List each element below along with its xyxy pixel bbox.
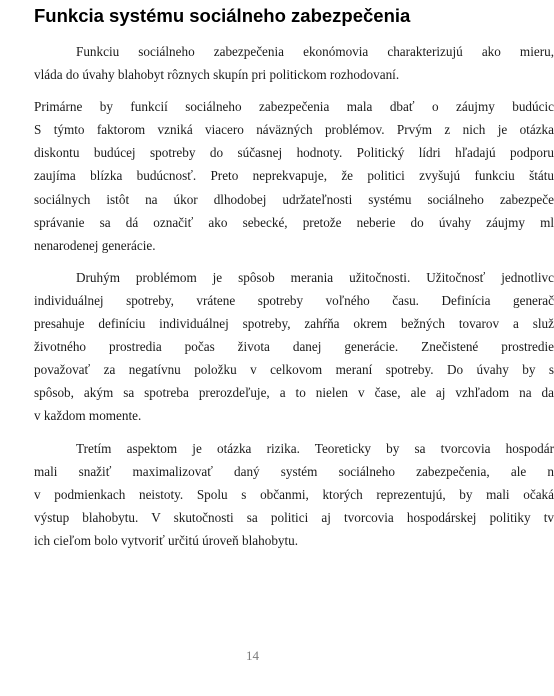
section-heading: Funkcia systému sociálneho zabezpečenia: [34, 5, 411, 26]
text-line: ich cieľom bolo vytvoriť určitú úroveň blahobytu.: [34, 532, 299, 548]
text-line: považovať za negatívnu položku v celkovom meraní spotreby. Do úvahy by s: [34, 362, 554, 378]
body-text: [34, 40, 554, 561]
text-line: správanie sa dá označiť ako sebecké, pretože neberie do úvahy záujmy ml: [34, 214, 554, 230]
text-line: v podmienkach neistoty. Spolu s občanmi, ktorých reprezentujú, by mali očaká: [34, 486, 554, 502]
page-number: 14: [246, 648, 259, 663]
text-line: zaujíma blízka budúcnosť. Preto neprekvapuje, že politici zvyšujú funkciu štátu: [34, 168, 554, 184]
text-line: vláda do úvahy blahobyt rôznych skupín pri politickom rozhodovaní.: [34, 67, 400, 83]
text-line: výstup blahobytu. V skutočnosti sa politici aj tvorcovia hospodárskej politiky tv: [34, 509, 554, 525]
text-line: nenarodenej generácie.: [34, 237, 156, 253]
text-line: Druhým problémom je spôsob merania užitočnosti. Užitočnosť jednotlivc: [76, 269, 554, 285]
text-line: životného prostredia počas života danej generácie. Znečistené prostredie: [34, 339, 554, 355]
paragraph-3: [34, 266, 554, 428]
text-line: individuálnej spotreby, vrátene spotreby voľného času. Definícia generač: [34, 292, 554, 308]
text-line: Funkciu sociálneho zabezpečenia ekonómovia charakterizujú ako mieru,: [76, 44, 554, 59]
paragraph-4: [34, 437, 554, 552]
text-line: diskontu budúcej spotreby do súčasnej hodnoty. Politický lídri hľadajú podporu: [34, 145, 554, 161]
text-line: S týmto faktorom vzniká viacero náväzných problémov. Prvým z nich je otázka: [34, 122, 554, 138]
text-line: sociálnych istôt na úkor dlhodobej udržateľnosti systému sociálneho zabezpeče: [34, 191, 554, 207]
text-line: presahuje definíciu individuálnej spotreby, zahŕňa okrem bežných tovarov a služ: [34, 316, 554, 332]
paragraph-2: [34, 95, 554, 257]
paragraph-1: [34, 40, 554, 86]
text-line: v každom momente.: [34, 408, 142, 424]
text-line: Primárne by funkcií sociálneho zabezpečenia mala dbať o záujmy budúcic: [34, 99, 554, 115]
text-line: Tretím aspektom je otázka rizika. Teoreticky by sa tvorcovia hospodár: [76, 440, 554, 456]
text-line: spôsob, akým sa spotreba prerozdeľuje, a to nielen v čase, ale aj vzhľadom na da: [34, 385, 554, 401]
text-line: mali snažiť maximalizovať daný systém sociálneho zabezpečenia, ale n: [34, 463, 554, 479]
